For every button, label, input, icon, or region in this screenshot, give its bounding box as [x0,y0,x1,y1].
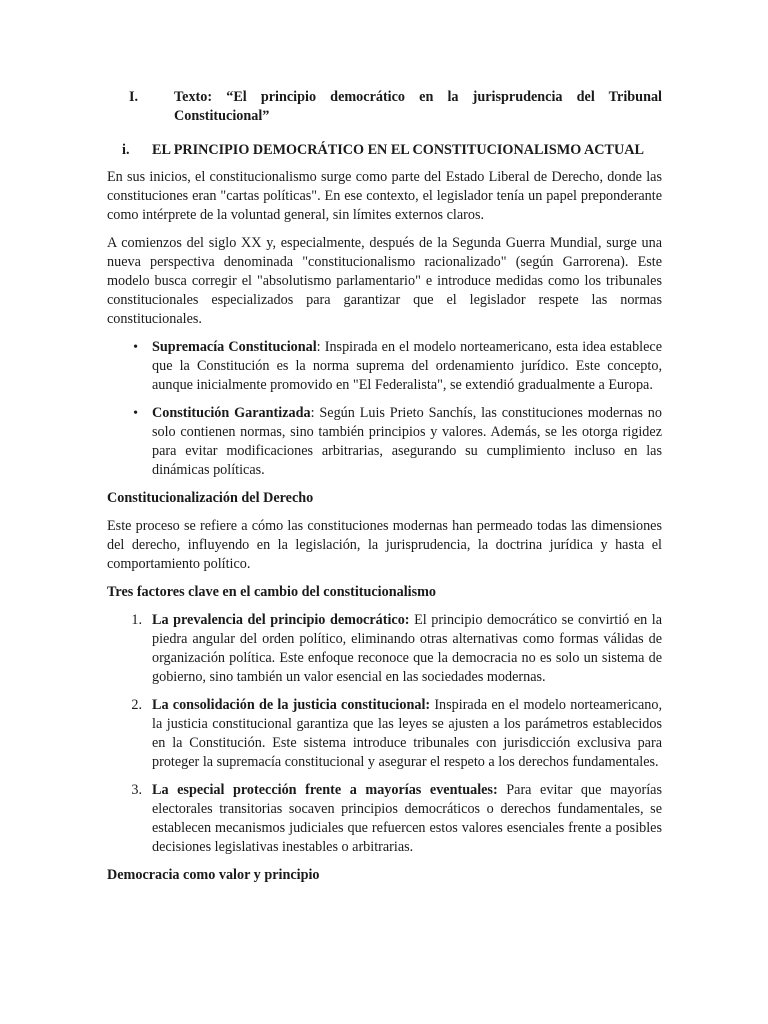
heading-text: EL PRINCIPIO DEMOCRÁTICO EN EL CONSTITUCIONALISMO ACTUAL [152,142,644,158]
list-item [107,338,662,395]
list-item-text: : Según Luis Prieto Sanchís, las constituciones modernas no solo contienen normas, sino también principios y valores. Además, se les otorga rigidez para evitar modificaciones arbitrarias, asegurando su cumplimiento incluso en las dinámicas políticas. [152,405,662,478]
subheading-factores: Tres factores clave en el cambio del constitucionalismo [107,584,437,600]
heading-number: i. [122,142,130,158]
list-item-text: Para evitar que mayorías electorales transitorias socaven principios democráticos o derechos fundamentales, se establecen mecanismos judiciales que refuercen estos valores esenciales frente a posibles decisiones legislativas inestables o arbitrarias. [152,782,663,855]
bullet-marker: • [133,340,138,355]
section-heading-level1 [107,88,662,126]
numbered-list [107,611,662,857]
subheading-constitucionalizacion: Constitucionalización del Derecho [107,490,314,506]
bullet-list [107,338,662,480]
list-number: 1. [131,612,142,628]
subheading-democracia: Democracia como valor y principio [107,867,320,883]
list-item [107,611,662,687]
bullet-marker: • [133,406,138,421]
list-item-term: Supremacía Constitucional [152,339,317,355]
paragraph-intro: En sus inicios, el constitucionalismo surge como parte del Estado Liberal de Derecho, donde las constituciones eran "cartas políticas". En ese contexto, el legislador tenía un papel preponderante como intérprete de la voluntad general, sin límites externos claros. [107,169,662,223]
list-item-text: Inspirada en el modelo norteamericano, la justicia constitucional garantiza que las leyes se ajusten a los parámetros establecidos en la Constitución. Este sistema introduce tribunales con jurisdicción exclusiva para proteger la supremacía constitucional y asegurar el respeto a los derechos fundamentales. [152,697,662,770]
paragraph-racionalizado: A comienzos del siglo XX y, especialmente, después de la Segunda Guerra Mundial, surge una nueva perspectiva denominada "constitucionalismo racionalizado" (según Garrorena). Este modelo busca corregir el "absolutismo parlamentario" e introduce medidas como los tribunales constitucionales especializados para garantizar que el legislador respete las normas constitucionales. [107,235,662,327]
list-number: 2. [131,697,142,713]
section-heading-level2 [107,141,662,160]
list-item-term: Constitución Garantizada [152,405,311,421]
list-item-term: La consolidación de la justicia constitucional: [152,697,431,713]
list-item-text: : Inspirada en el modelo norteamericano, esta idea establece que la Constitución es la norma suprema del ordenamiento jurídico. Este concepto, aunque inicialmente promovido en "El Federalista", se extendió gradualmente a Europa. [152,339,662,393]
list-number: 3. [131,782,142,798]
list-item [107,404,662,480]
heading-text: Texto: “El principio democrático en la jurisprudencia del Tribunal Constitucional” [174,89,662,124]
paragraph-constitucionalizacion: Este proceso se refiere a cómo las constituciones modernas han permeado todas las dimensiones del derecho, influyendo en la legislación, la jurisprudencia, la doctrina jurídica y hasta el comportamiento político. [107,518,662,572]
list-item [107,781,662,857]
list-item-term: La prevalencia del principio democrático: [152,612,410,628]
heading-number: I. [129,89,139,105]
list-item [107,696,662,772]
list-item-term: La especial protección frente a mayorías eventuales: [152,782,498,798]
list-item-text: El principio democrático se convirtió en la piedra angular del orden político, eliminando otras alternativas como formas válidas de organización política. Este enfoque reconoce que la democracia no es solo un sistema de gobierno, sino también un valor esencial en las sociedades modernas. [152,612,662,685]
